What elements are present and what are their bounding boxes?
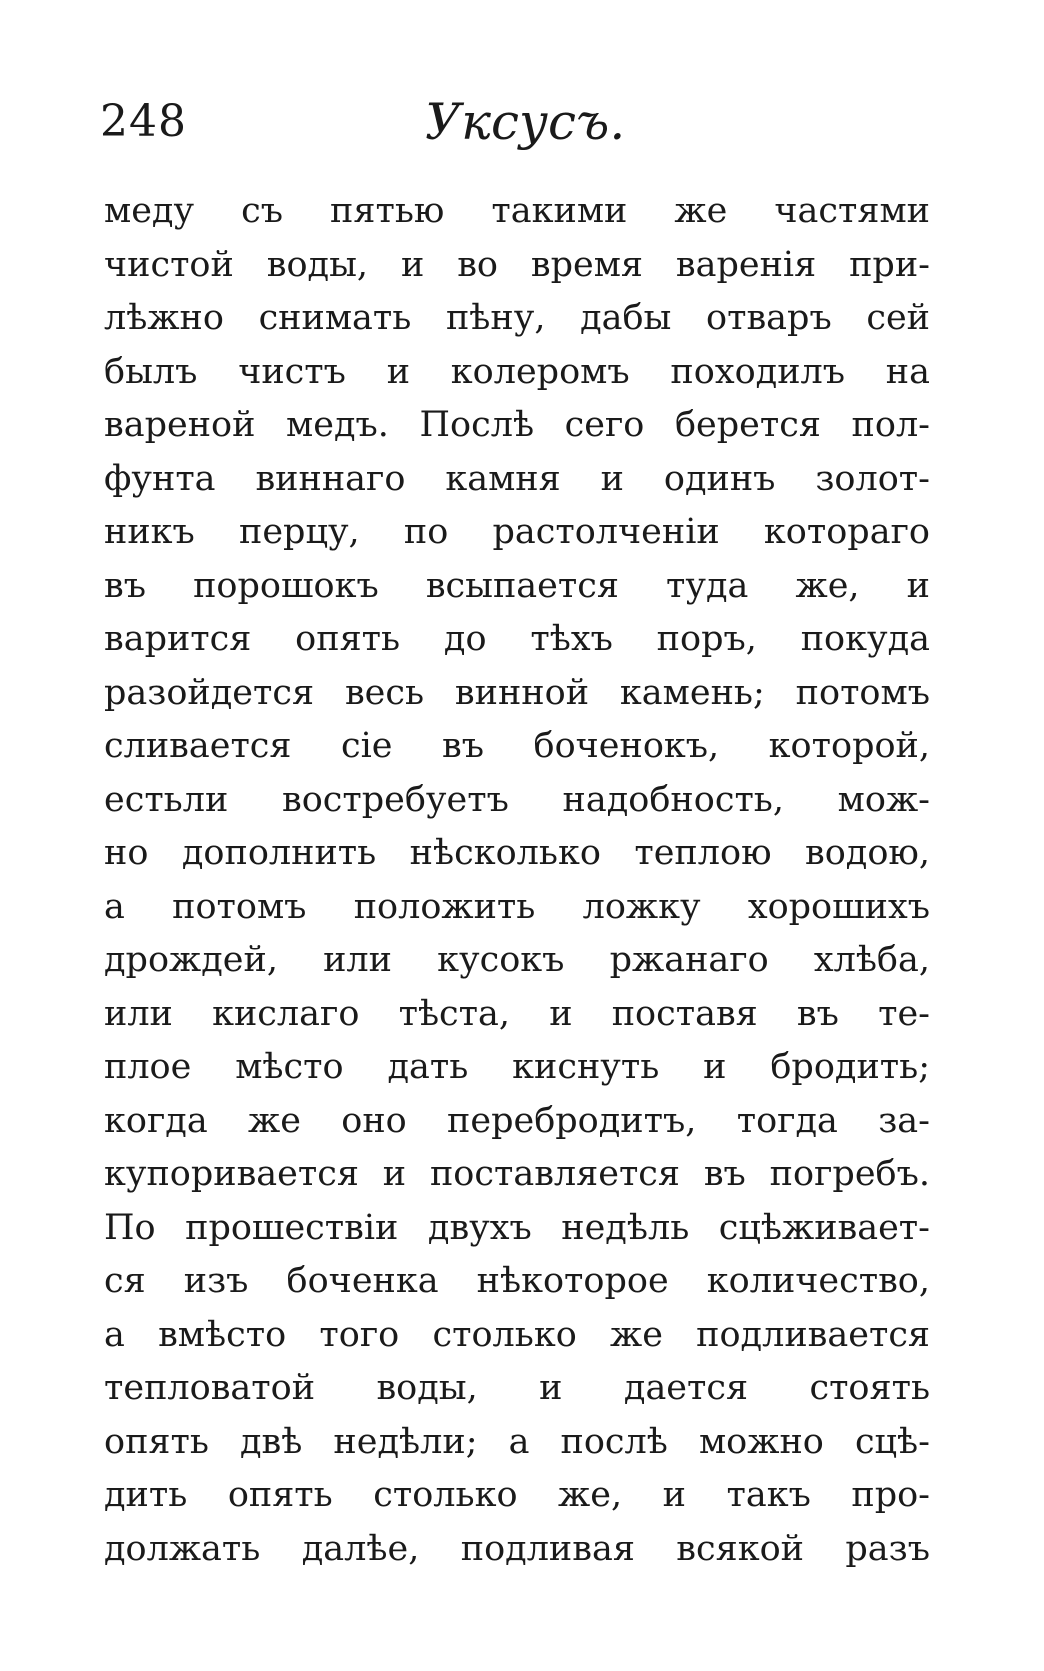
text-line: разойдется весь винной камень; потомъ (104, 672, 930, 713)
text-line: былъ чистъ и колеромъ походилъ на (104, 351, 930, 392)
text-line: но дополнить нѣсколько теплою водою, (104, 833, 930, 873)
running-head: Уксусъ. (425, 93, 626, 151)
text-line: меду съ пятью такими же частями (104, 191, 930, 231)
page-number: 248 (100, 96, 187, 147)
text-line: когда же оно перебродитъ, тогда за- (104, 1100, 930, 1141)
text-line: ся изъ боченка нѣкоторое количество, (104, 1261, 930, 1301)
text-line: купоривается и поставляется въ погребъ. (104, 1154, 930, 1194)
body-text (104, 185, 930, 1576)
text-line: фунта виннаго камня и одинъ золот- (104, 458, 930, 499)
page-header (100, 92, 930, 162)
text-line: дить опять столько же, и такъ про- (104, 1475, 930, 1515)
text-line: варится опять до тѣхъ поръ, покуда (104, 619, 930, 659)
text-line: По прошествіи двухъ недѣль сцѣживает- (104, 1207, 930, 1248)
text-line: въ порошокъ всыпается туда же, и (104, 565, 930, 606)
text-line: лѣжно снимать пѣну, дабы отваръ сей (104, 298, 930, 338)
text-line: опять двѣ недѣли; а послѣ можно сцѣ- (104, 1421, 930, 1462)
text-line: чистой воды, и во время варенія при- (104, 244, 930, 285)
text-line: или кислаго тѣста, и поставя въ те- (104, 993, 930, 1034)
text-line: никъ перцу, по растолченіи котораго (104, 512, 930, 552)
text-line: должать далѣе, подливая всякой разъ (104, 1528, 930, 1569)
text-line: естьли востребуетъ надобность, мож- (104, 779, 930, 820)
text-line: дрождей, или кусокъ ржанаго хлѣба, (104, 940, 930, 980)
text-line: тепловатой воды, и дается стоять (104, 1368, 930, 1408)
text-line: вареной медъ. Послѣ сего берется пол- (104, 405, 930, 445)
text-line: а вмѣсто того столько же подливается (104, 1314, 930, 1355)
text-line: плое мѣсто дать киснуть и бродить; (104, 1047, 930, 1087)
text-line: а потомъ положить ложку хорошихъ (104, 886, 930, 927)
text-line: сливается сіе въ боченокъ, которой, (104, 726, 930, 766)
